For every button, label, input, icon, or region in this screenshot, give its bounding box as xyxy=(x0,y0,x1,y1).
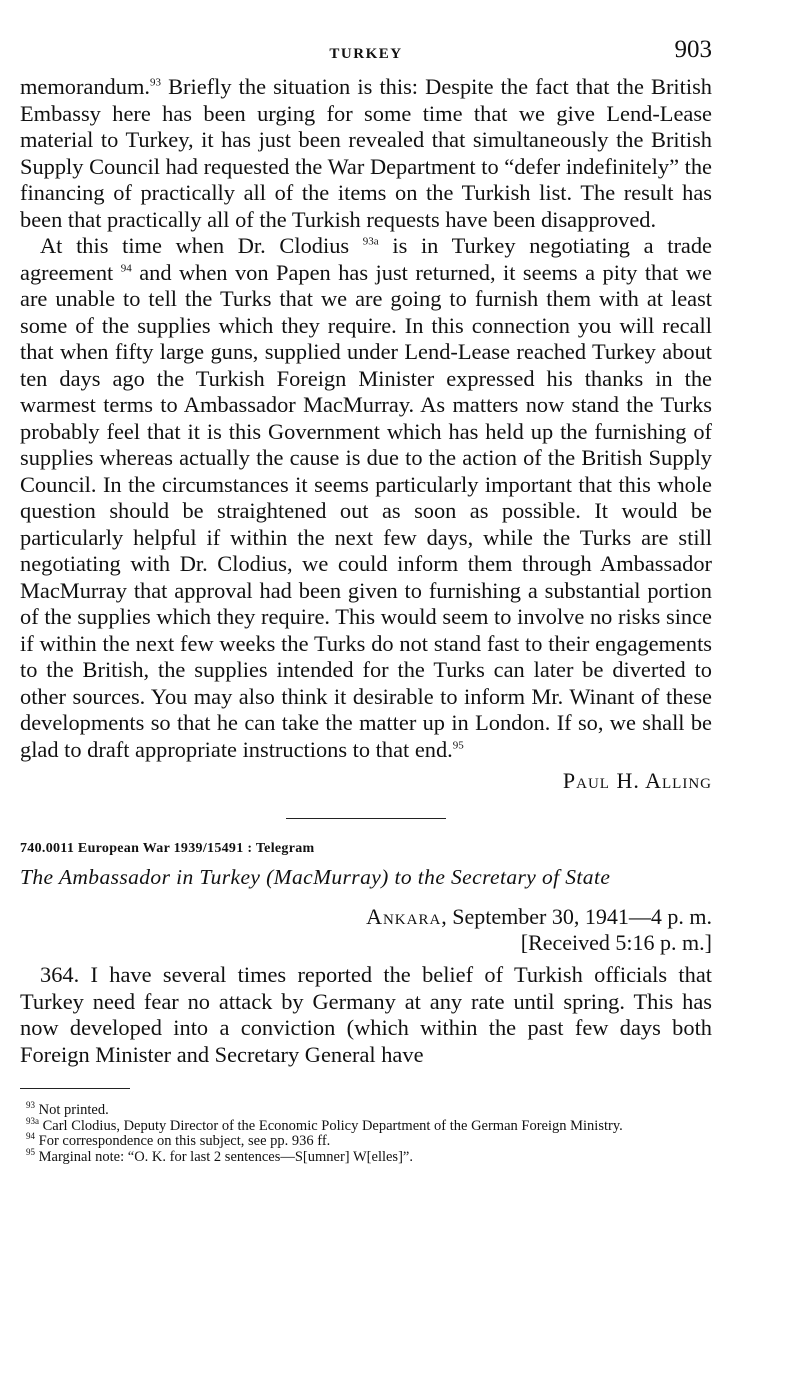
paragraph-1 xyxy=(20,74,712,233)
footnote-divider xyxy=(20,1088,130,1089)
footnote-93a xyxy=(20,1115,712,1135)
footnote-ref-95: 95 xyxy=(452,739,464,752)
telegram-body xyxy=(20,962,712,1068)
footnote-ref-93a: 93a xyxy=(362,235,379,248)
paragraph-text: Briefly the situation is this: Despite the fact that the British Embassy here has been urging for some time that we give Lend-Lease material to Turkey, it has just been revealed that simultaneously the British Supply Council had requested the War Department to “defer indefinitely” the financing of practically all of the items on the Turkish list. The result has been that practically all of the Turkish requests have been disapproved. xyxy=(20,74,712,232)
dateline xyxy=(20,904,712,930)
file-reference: 740.0011 European War 1939/15491 : Telegram xyxy=(20,841,315,856)
footnote-text: Carl Clodius, Deputy Director of the Economic Policy Department of the German Foreign Ministry. xyxy=(39,1117,623,1134)
footnote-93 xyxy=(20,1100,712,1119)
page-number: 903 xyxy=(674,36,712,63)
paragraph-2 xyxy=(20,233,712,763)
footnote-mark: 93 xyxy=(26,1100,35,1111)
footnote-mark: 94 xyxy=(26,1131,35,1142)
telegram-paragraph: 364. I have several times reported the belief of Turkish officials that Turkey need fear no attack by Germany at any rate until spring. This has now developed into a conviction (which within the past few days both Foreign Minister and Secretary General have xyxy=(20,962,712,1067)
footnote-mark: 95 xyxy=(26,1146,35,1157)
footnote-mark: 93a xyxy=(26,1115,39,1126)
paragraph-text: memorandum. xyxy=(20,74,150,99)
document-page xyxy=(20,34,712,1165)
footnote-text: Not printed. xyxy=(35,1102,109,1118)
footnote-94 xyxy=(20,1131,712,1150)
paragraph-text: and when von Papen has just returned, it seems a pity that we are unable to tell the Turks that we are going to furnish them with at least some of the supplies which they require. In this connection you will recall that when fifty large guns, supplied under Lend-Lease reached Turkey about ten days ago the Turkish Foreign Minister expressed his thanks in the warmest terms to Ambassador MacMurray. As matters now stand the Turks probably feel that it is this Government which has held up the furnishing of supplies whereas actually the cause is due to the action of the British Supply Council. In the circumstances it seems particularly important that this whole question should be straightened out as soon as possible. It would be particularly helpful if within the next few days, while the Turks are still negotiating with Dr. Clodius, we could inform them through Ambassador MacMurray that approval had been given to furnishing a substantial portion of the supplies which they require. This would seem to involve no risks since if within the next few weeks the Turks do not stand fast to their engagements to the British, the supplies intended for the Turks can later be diverted to other sources. You may also think it desirable to inform Mr. Winant of these developments so that he can take the matter up in London. If so, we shall be glad to draft appropriate instructions to that end. xyxy=(20,259,712,762)
footnote-ref-94: 94 xyxy=(120,262,132,275)
dateline-place: Ankara xyxy=(366,904,442,929)
running-header xyxy=(20,34,712,74)
footnote-text: Marginal note: “O. K. for last 2 sentences—S[umner] W[elles]”. xyxy=(35,1148,413,1165)
section-divider xyxy=(286,818,446,819)
paragraph-text: At this time when Dr. Clodius xyxy=(40,233,363,258)
received-time: [Received 5:16 p. m.] xyxy=(520,930,712,955)
footnote-text: For correspondence on this subject, see pp. 936 ff. xyxy=(35,1133,331,1149)
dateline-date: , September 30, 1941—4 p. m. xyxy=(441,904,712,929)
footnote-95 xyxy=(20,1146,712,1166)
paragraph-text: is in Turkey negotiating a trade agreement xyxy=(20,233,712,285)
footnote-ref-93: 93 xyxy=(149,76,161,89)
footnotes xyxy=(20,1100,712,1165)
running-title: TURKEY xyxy=(329,46,403,62)
memorandum-body xyxy=(20,74,712,763)
document-title: The Ambassador in Turkey (MacMurray) to the Secretary of State xyxy=(20,865,611,889)
signature: Paul H. Alling xyxy=(562,768,712,793)
